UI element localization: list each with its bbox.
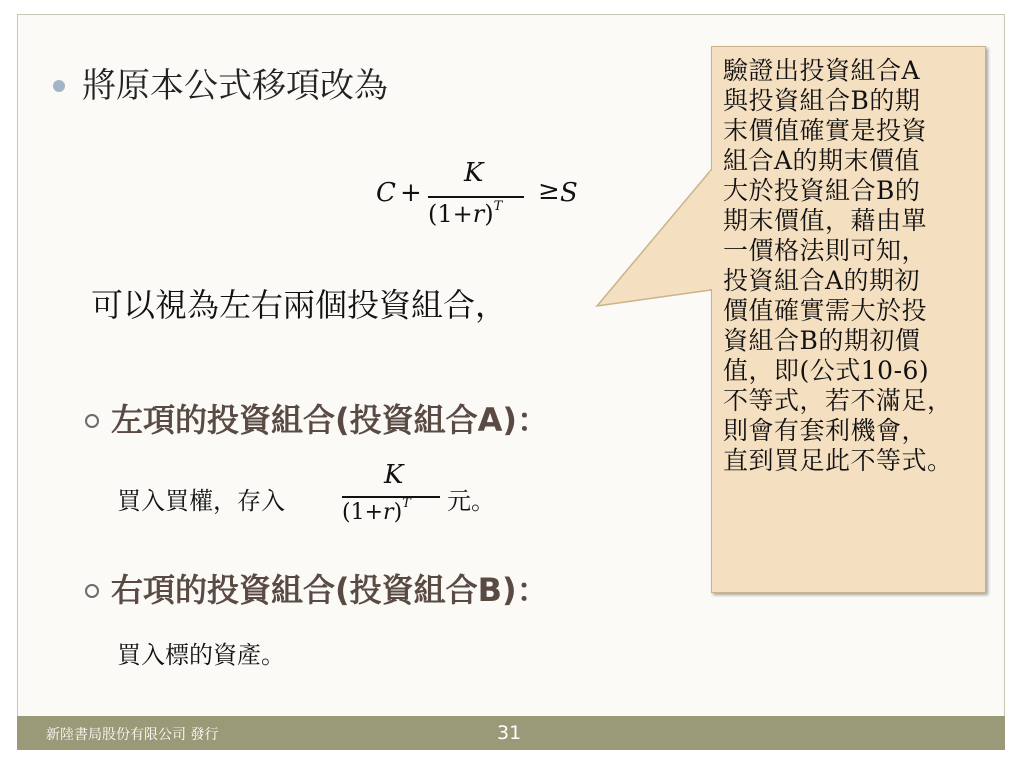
section-a-text-after: 元。 bbox=[447, 487, 495, 515]
den-plus: + bbox=[452, 200, 473, 228]
den-plus: + bbox=[364, 500, 384, 525]
callout-line: 價值確實需大於投 bbox=[723, 296, 928, 325]
callout-text bbox=[723, 56, 993, 476]
callout-line: 大於投資組合B的 bbox=[723, 176, 921, 205]
den-r: r bbox=[472, 200, 485, 228]
callout-line: 一價格法則可知， bbox=[723, 236, 928, 265]
section-a-heading: 左項的投資組合(投資組合A)： bbox=[111, 401, 550, 439]
callout-line: 值，即(公式10-6) bbox=[723, 356, 930, 385]
callout-line: 資組合B的期初價 bbox=[723, 326, 921, 355]
callout-line: 組合A的期末價值 bbox=[723, 146, 921, 175]
section-b-text: 買入標的資產。 bbox=[117, 641, 285, 669]
portfolio-intro-text: 可以視為左右兩個投資組合， bbox=[91, 286, 508, 324]
formula-var-c: C bbox=[376, 178, 396, 208]
den-exponent: T bbox=[402, 496, 411, 511]
formula-var-s: S bbox=[560, 178, 578, 208]
formula-numerator-k: K bbox=[464, 158, 484, 188]
section-b-heading: 右項的投資組合(投資組合B)： bbox=[111, 571, 549, 609]
section-a-text-before: 買入買權，存入 bbox=[117, 487, 285, 515]
deposit-numerator-k: K bbox=[384, 460, 404, 490]
formula-plus: + bbox=[400, 178, 422, 208]
callout-line: 直到買足此不等式。 bbox=[723, 446, 953, 475]
den-open: (1 bbox=[342, 500, 365, 525]
main-bullet-text: 將原本公式移項改為 bbox=[82, 66, 388, 106]
hollow-bullet-b bbox=[85, 584, 99, 598]
den-close: ) bbox=[484, 200, 494, 228]
footer-publisher: 新陸書局股份有限公司 發行 bbox=[46, 727, 219, 743]
hollow-bullet-a bbox=[85, 414, 99, 428]
den-close: ) bbox=[393, 500, 403, 525]
callout-line: 投資組合A的期初 bbox=[723, 266, 921, 295]
callout-line: 不等式，若不滿足， bbox=[723, 386, 953, 415]
page-number: 31 bbox=[497, 722, 522, 744]
callout-line: 驗證出投資組合A bbox=[723, 56, 921, 85]
deposit-fraction-bar bbox=[342, 496, 440, 498]
deposit-denominator bbox=[342, 496, 411, 525]
callout-line: 則會有套利機會， bbox=[723, 416, 928, 445]
callout-line: 末價值確實是投資 bbox=[723, 116, 928, 145]
formula-geq: ≥ bbox=[538, 176, 560, 206]
callout-line: 期末價值，藉由單 bbox=[723, 206, 928, 235]
callout-line: 與投資組合B的期 bbox=[723, 86, 921, 115]
den-exponent: T bbox=[493, 199, 503, 214]
den-open: (1 bbox=[428, 200, 453, 228]
den-r: r bbox=[383, 500, 394, 525]
